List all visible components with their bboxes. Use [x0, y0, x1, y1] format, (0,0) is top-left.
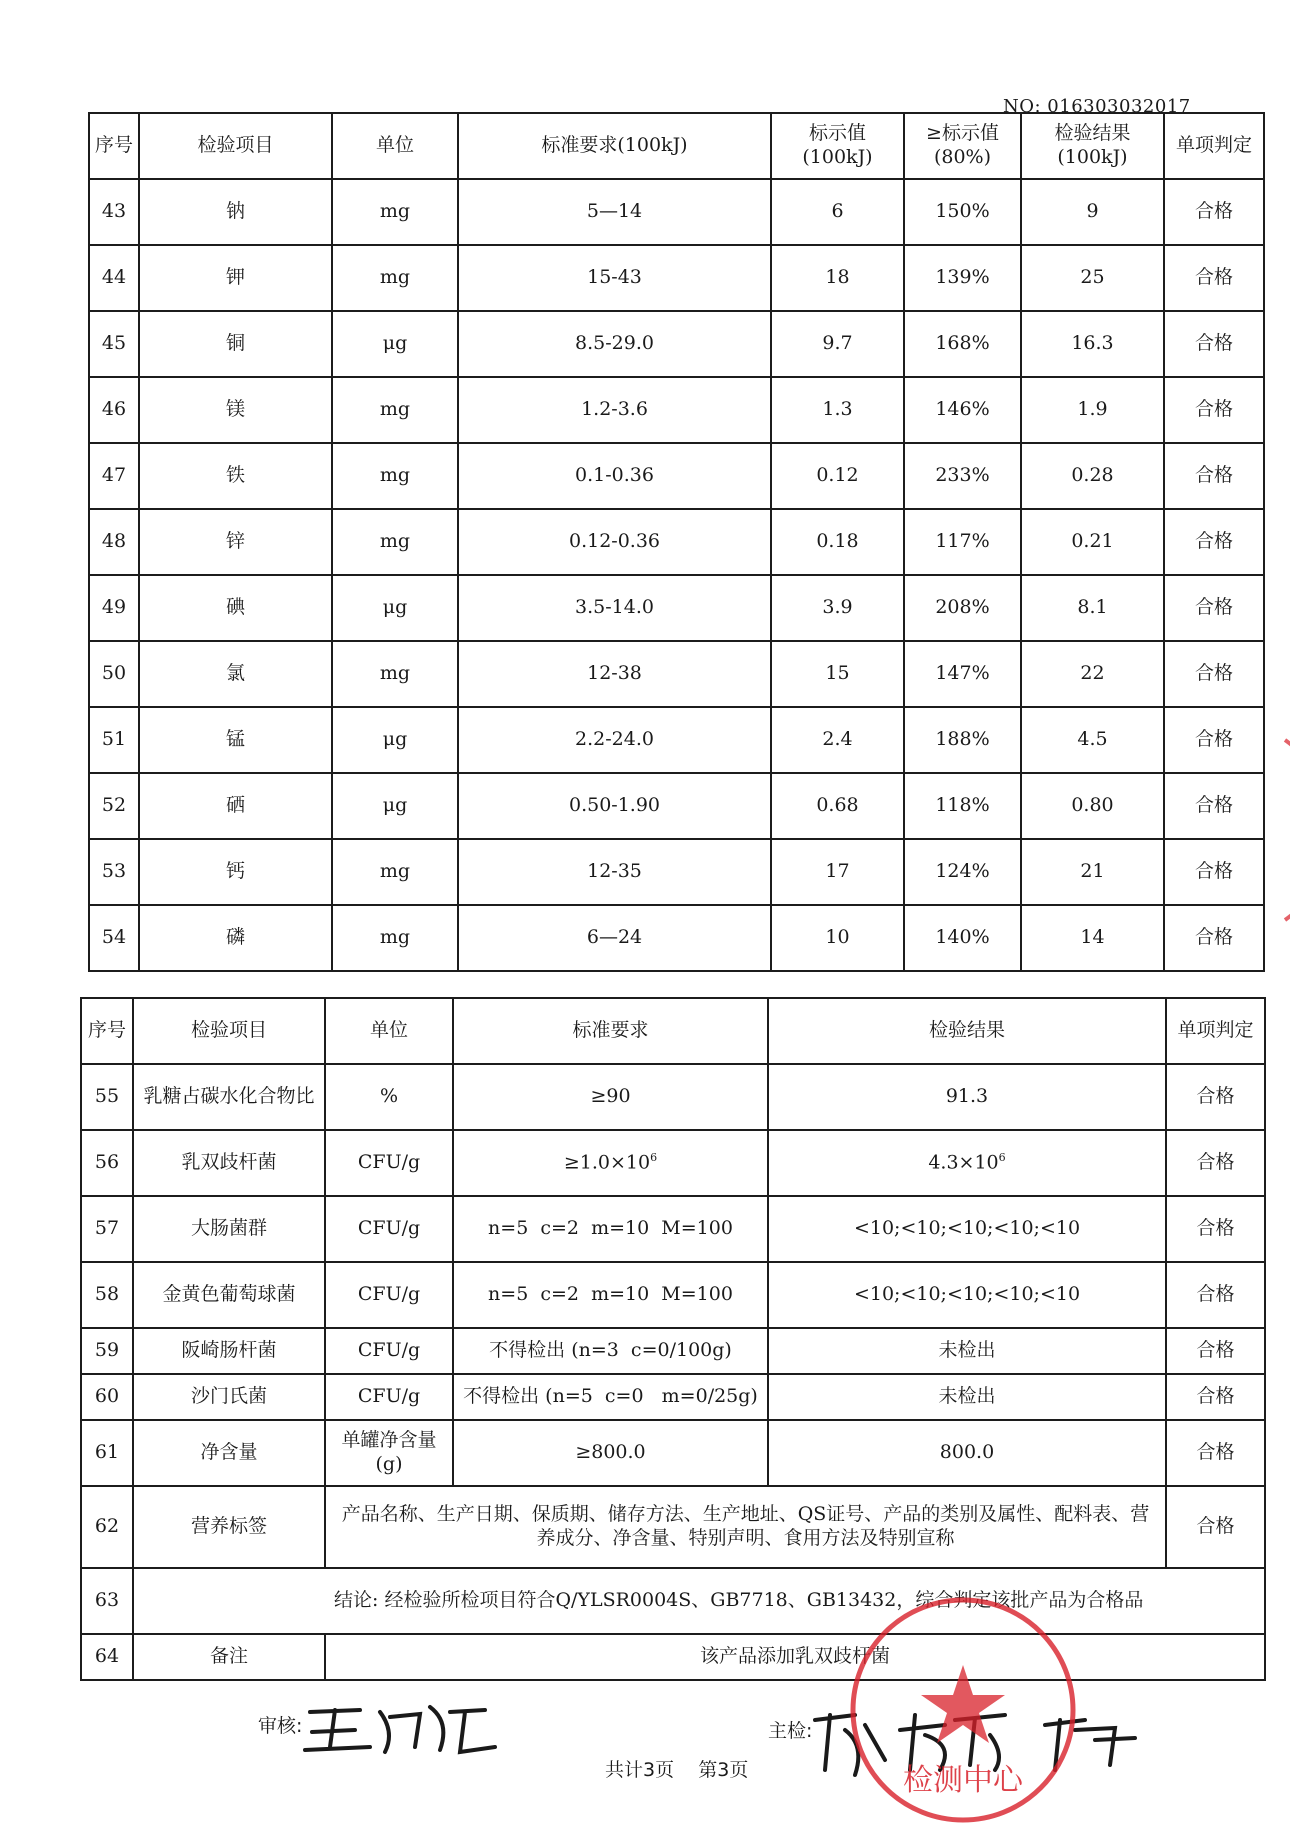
header-judgement: 单项判定 [1164, 113, 1264, 179]
row-result: 0.21 [1021, 509, 1164, 575]
row-unit: μg [332, 773, 458, 839]
row-result: 14 [1021, 905, 1164, 971]
table-row [89, 443, 1264, 509]
row-judgement: 合格 [1166, 1262, 1265, 1328]
row-result: 21 [1021, 839, 1164, 905]
remarks-text: 该产品添加乳双歧杆菌 [325, 1634, 1265, 1680]
row-item: 铜 [139, 311, 332, 377]
row-standard: ≥90 [453, 1064, 768, 1130]
row-unit: μg [332, 707, 458, 773]
row-item: 氯 [139, 641, 332, 707]
header-seq: 序号 [89, 113, 139, 179]
row-item: 钠 [139, 179, 332, 245]
row-seq: 61 [81, 1420, 133, 1486]
row-standard: 5—14 [458, 179, 771, 245]
header-unit: 单位 [325, 998, 453, 1064]
row-item: 锰 [139, 707, 332, 773]
row-label-value: 1.3 [771, 377, 904, 443]
row-seq: 53 [89, 839, 139, 905]
row-pct: 188% [904, 707, 1021, 773]
row-seq: 59 [81, 1328, 133, 1374]
row-seq: 49 [89, 575, 139, 641]
row-judgement: 合格 [1164, 311, 1264, 377]
table-row [89, 179, 1264, 245]
row-label-value: 0.18 [771, 509, 904, 575]
row-item: 磷 [139, 905, 332, 971]
table-row [89, 311, 1264, 377]
row-seq: 58 [81, 1262, 133, 1328]
table-row [89, 377, 1264, 443]
row-judgement: 合格 [1164, 179, 1264, 245]
standard-exponent: 6 [650, 1150, 658, 1164]
row-judgement: 合格 [1164, 905, 1264, 971]
row-seq: 50 [89, 641, 139, 707]
row-unit: CFU/g [325, 1262, 453, 1328]
row-item: 钙 [139, 839, 332, 905]
table-row [89, 905, 1264, 971]
row-item: 锌 [139, 509, 332, 575]
row-seq: 43 [89, 179, 139, 245]
row-pct: 147% [904, 641, 1021, 707]
row-unit: μg [332, 575, 458, 641]
row-result: 未检出 [768, 1328, 1166, 1374]
conclusion-text: 结论: 经检验所检项目符合Q/YLSR0004S、GB7718、GB13432，综合判定该批产品为合格品 [133, 1568, 1265, 1634]
row-unit: mg [332, 905, 458, 971]
row-label-value: 0.12 [771, 443, 904, 509]
row-unit: μg [332, 311, 458, 377]
row-judgement: 合格 [1164, 245, 1264, 311]
row-unit: mg [332, 509, 458, 575]
row-seq: 56 [81, 1130, 133, 1196]
row-pct: 233% [904, 443, 1021, 509]
row-pct: 140% [904, 905, 1021, 971]
row-judgement: 合格 [1164, 839, 1264, 905]
row-judgement: 合格 [1166, 1196, 1265, 1262]
row-judgement: 合格 [1166, 1064, 1265, 1130]
row-standard: 1.2-3.6 [458, 377, 771, 443]
row-standard [453, 1130, 768, 1196]
row-label-value: 0.68 [771, 773, 904, 839]
row-seq: 45 [89, 311, 139, 377]
row-judgement: 合格 [1166, 1328, 1265, 1374]
header-standard: 标准要求 [453, 998, 768, 1064]
row-unit: mg [332, 839, 458, 905]
table-row [81, 1262, 1265, 1328]
row-item: 硒 [139, 773, 332, 839]
row-result [768, 1130, 1166, 1196]
table-row [89, 509, 1264, 575]
row-judgement: 合格 [1166, 1130, 1265, 1196]
row-unit: mg [332, 443, 458, 509]
table-row [81, 1486, 1265, 1568]
nutrition-label-content: 产品名称、生产日期、保质期、储存方法、生产地址、QS证号、产品的类别及属性、配料表、营养成分、净含量、特别声明、食用方法及特别宣称 [325, 1486, 1166, 1568]
row-pct: 139% [904, 245, 1021, 311]
row-item: 净含量 [133, 1420, 325, 1486]
table-row [81, 1130, 1265, 1196]
reviewer-signature [300, 1692, 510, 1762]
header-seq: 序号 [81, 998, 133, 1064]
row-standard: 8.5-29.0 [458, 311, 771, 377]
edge-stamp [1230, 730, 1290, 930]
row-pct: 118% [904, 773, 1021, 839]
row-judgement: 合格 [1164, 707, 1264, 773]
row-judgement: 合格 [1164, 509, 1264, 575]
remarks-label: 备注 [133, 1634, 325, 1680]
row-standard: 6—24 [458, 905, 771, 971]
row-pct: 150% [904, 179, 1021, 245]
row-item: 镁 [139, 377, 332, 443]
row-result: 800.0 [768, 1420, 1166, 1486]
row-unit: CFU/g [325, 1196, 453, 1262]
row-pct: 146% [904, 377, 1021, 443]
table-row [89, 773, 1264, 839]
row-label-value: 3.9 [771, 575, 904, 641]
row-unit: mg [332, 179, 458, 245]
row-result: 4.5 [1021, 707, 1164, 773]
table-row [81, 1064, 1265, 1130]
row-result: 1.9 [1021, 377, 1164, 443]
row-seq: 46 [89, 377, 139, 443]
table-row [81, 1420, 1265, 1486]
table-row [81, 1196, 1265, 1262]
row-unit: % [325, 1064, 453, 1130]
row-seq: 51 [89, 707, 139, 773]
row-label-value: 9.7 [771, 311, 904, 377]
row-result: 25 [1021, 245, 1164, 311]
row-item: 钾 [139, 245, 332, 311]
row-label-value: 2.4 [771, 707, 904, 773]
row-item: 铁 [139, 443, 332, 509]
row-standard: 12-35 [458, 839, 771, 905]
inspection-stamp [838, 1585, 1088, 1835]
row-seq: 48 [89, 509, 139, 575]
row-item: 乳糖占碳水化合物比 [133, 1064, 325, 1130]
row-seq: 52 [89, 773, 139, 839]
table-header-row [89, 113, 1264, 179]
row-seq: 60 [81, 1374, 133, 1420]
header-item: 检验项目 [139, 113, 332, 179]
reviewer-label: 审核: [258, 1715, 303, 1737]
table-row [89, 245, 1264, 311]
table-row [89, 575, 1264, 641]
row-result: 8.1 [1021, 575, 1164, 641]
result-exponent: 6 [998, 1150, 1006, 1164]
row-standard: 0.50-1.90 [458, 773, 771, 839]
table-row [81, 1328, 1265, 1374]
header-result: 检验结果 [768, 998, 1166, 1064]
row-result: 未检出 [768, 1374, 1166, 1420]
row-judgement: 合格 [1164, 575, 1264, 641]
row-judgement: 合格 [1164, 773, 1264, 839]
table-row [89, 707, 1264, 773]
header-item: 检验项目 [133, 998, 325, 1064]
row-judgement: 合格 [1164, 641, 1264, 707]
row-judgement: 合格 [1164, 443, 1264, 509]
header-label-value: 标示值(100kJ) [771, 113, 904, 179]
result-base: 4.3×10 [928, 1151, 999, 1174]
table-row [81, 1374, 1265, 1420]
row-unit: 单罐净含量(g) [325, 1420, 453, 1486]
row-label-value: 10 [771, 905, 904, 971]
row-seq: 55 [81, 1064, 133, 1130]
header-standard: 标准要求(100kJ) [458, 113, 771, 179]
header-judgement: 单项判定 [1166, 998, 1265, 1064]
row-standard: ≥800.0 [453, 1420, 768, 1486]
row-standard: 15-43 [458, 245, 771, 311]
row-standard: 0.12-0.36 [458, 509, 771, 575]
row-unit: mg [332, 245, 458, 311]
row-label-value: 15 [771, 641, 904, 707]
row-pct: 124% [904, 839, 1021, 905]
row-unit: CFU/g [325, 1328, 453, 1374]
row-seq: 57 [81, 1196, 133, 1262]
row-pct: 168% [904, 311, 1021, 377]
row-unit: mg [332, 641, 458, 707]
row-label-value: 18 [771, 245, 904, 311]
row-label-value: 6 [771, 179, 904, 245]
row-item: 沙门氏菌 [133, 1374, 325, 1420]
row-seq: 64 [81, 1634, 133, 1680]
row-standard: n=5 c=2 m=10 M=100 [453, 1262, 768, 1328]
nutrient-table [88, 112, 1265, 972]
row-unit: mg [332, 377, 458, 443]
row-item: 营养标签 [133, 1486, 325, 1568]
row-standard: 不得检出 (n=5 c=0 m=0/25g) [453, 1374, 768, 1420]
row-seq: 63 [81, 1568, 133, 1634]
table-row [89, 641, 1264, 707]
page-info: 共计3页 第3页 [605, 1759, 749, 1781]
row-standard: 3.5-14.0 [458, 575, 771, 641]
stamp-text: 检测中心 [903, 1763, 1023, 1798]
row-standard: 12-38 [458, 641, 771, 707]
row-seq: 47 [89, 443, 139, 509]
row-item: 乳双歧杆菌 [133, 1130, 325, 1196]
row-result: 0.80 [1021, 773, 1164, 839]
row-seq: 44 [89, 245, 139, 311]
microbe-table [80, 997, 1266, 1681]
row-standard: n=5 c=2 m=10 M=100 [453, 1196, 768, 1262]
header-unit: 单位 [332, 113, 458, 179]
table-header-row [81, 998, 1265, 1064]
row-judgement: 合格 [1166, 1420, 1265, 1486]
row-seq: 62 [81, 1486, 133, 1568]
row-standard: 0.1-0.36 [458, 443, 771, 509]
row-result: <10;<10;<10;<10;<10 [768, 1196, 1166, 1262]
row-item: 金黄色葡萄球菌 [133, 1262, 325, 1328]
standard-base: ≥1.0×10 [563, 1151, 651, 1174]
row-item: 阪崎肠杆菌 [133, 1328, 325, 1374]
row-result: <10;<10;<10;<10;<10 [768, 1262, 1166, 1328]
row-result: 22 [1021, 641, 1164, 707]
row-result: 0.28 [1021, 443, 1164, 509]
row-judgement: 合格 [1164, 377, 1264, 443]
row-result: 16.3 [1021, 311, 1164, 377]
row-pct: 117% [904, 509, 1021, 575]
header-result: 检验结果(100kJ) [1021, 113, 1164, 179]
row-standard: 不得检出 (n=3 c=0/100g) [453, 1328, 768, 1374]
row-pct: 208% [904, 575, 1021, 641]
row-item: 碘 [139, 575, 332, 641]
report-number: NO: 016303032017 [1003, 96, 1191, 117]
row-unit: CFU/g [325, 1374, 453, 1420]
row-judgement: 合格 [1166, 1374, 1265, 1420]
table-row [89, 839, 1264, 905]
row-judgement: 合格 [1166, 1486, 1265, 1568]
row-item: 大肠菌群 [133, 1196, 325, 1262]
header-percent-label: ≥标示值(80%) [904, 113, 1021, 179]
inspector-label: 主检: [768, 1720, 813, 1742]
row-result: 91.3 [768, 1064, 1166, 1130]
row-unit: CFU/g [325, 1130, 453, 1196]
row-result: 9 [1021, 179, 1164, 245]
row-seq: 54 [89, 905, 139, 971]
row-label-value: 17 [771, 839, 904, 905]
row-standard: 2.2-24.0 [458, 707, 771, 773]
